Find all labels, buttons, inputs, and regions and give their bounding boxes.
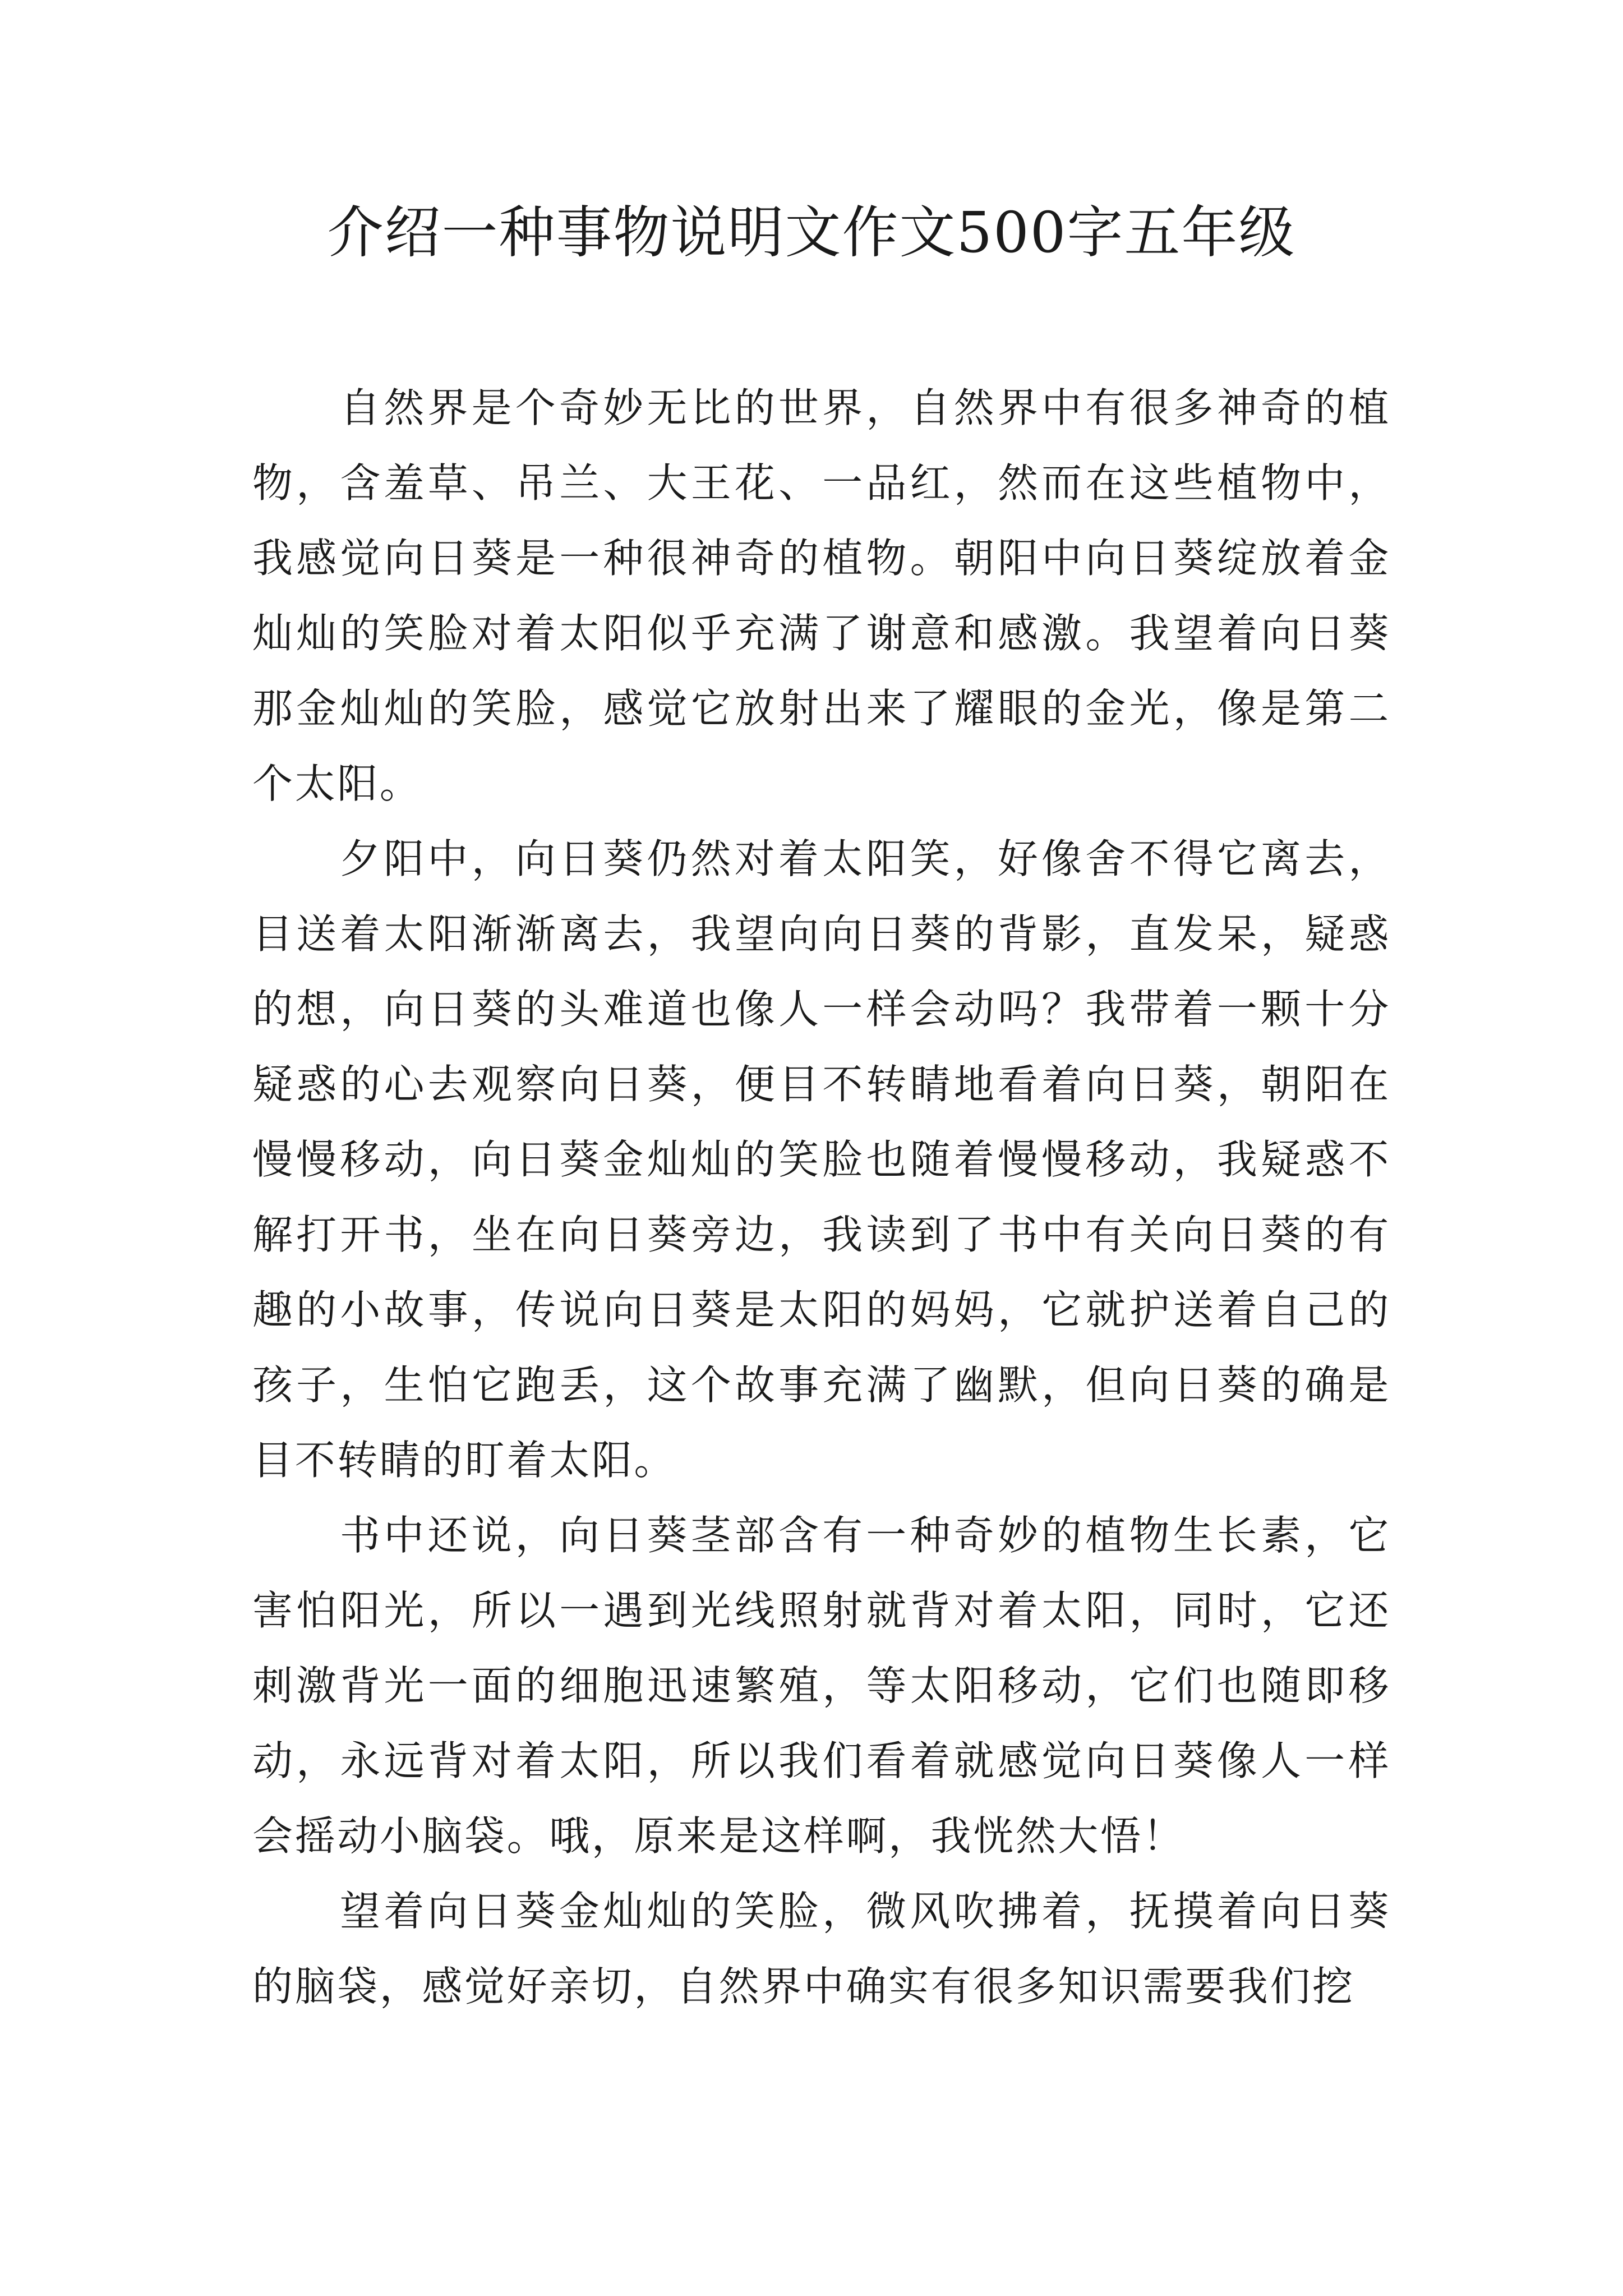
paragraph: 书中还说，向日葵茎部含有一种奇妙的植物生长素，它害怕阳光，所以一遇到光线照射就背对着太阳，同时，它还刺激背光一面的细胞迅速繁殖，等太阳移动，它们也随即移动，永远背对着太阳，所以我们看着就感觉向日葵像人一样会摇动小脑袋。哦，原来是这样啊，我恍然大悟！	[252, 1512, 1391, 1860]
paragraph: 自然界是个奇妙无比的世界，自然界中有很多神奇的植物，含羞草、吊兰、大王花、一品红，然而在这些植物中，我感觉向日葵是一种很神奇的植物。朝阳中向日葵绽放着金灿灿的笑脸对着太阳似乎充满了谢意和感激。我望着向日葵那金灿灿的笑脸，感觉它放射出来了耀眼的金光，像是第二个太阳。	[252, 384, 1391, 807]
document-body	[252, 370, 1391, 2024]
paragraph: 望着向日葵金灿灿的笑脸，微风吹拂着，抚摸着向日葵的脑袋，感觉好亲切，自然界中确实有很多知识需要我们挖	[252, 1888, 1391, 2010]
paragraph: 夕阳中，向日葵仍然对着太阳笑，好像舍不得它离去，目送着太阳渐渐离去，我望向向日葵的背影，直发呆，疑惑的想，向日葵的头难道也像人一样会动吗？我带着一颗十分疑惑的心去观察向日葵，便目不转睛地看着向日葵，朝阳在慢慢移动，向日葵金灿灿的笑脸也随着慢慢移动，我疑惑不解打开书，坐在向日葵旁边，我读到了书中有关向日葵的有趣的小故事，传说向日葵是太阳的妈妈，它就护送着自己的孩子，生怕它跑丢，这个故事充满了幽默，但向日葵的确是目不转睛的盯着太阳。	[252, 835, 1391, 1484]
document-title: 介绍一种事物说明文作文500字五年级	[327, 200, 1296, 265]
